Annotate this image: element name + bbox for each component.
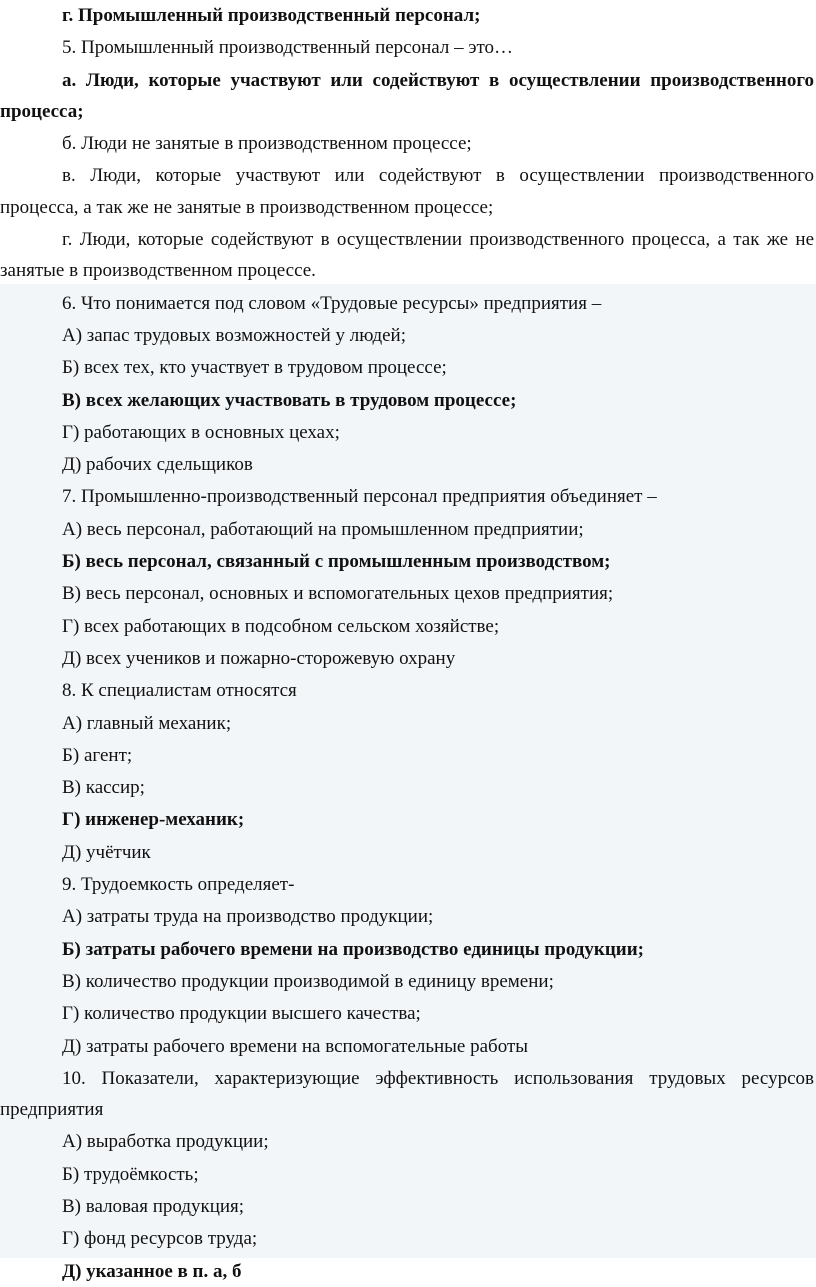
paragraph <box>0 869 816 900</box>
paragraph-text: А) затраты труда на производство продукции; <box>62 906 434 928</box>
paragraph-text: Г) работающих в основных цехах; <box>62 421 340 443</box>
paragraph <box>0 224 816 287</box>
paragraph <box>0 578 816 609</box>
paragraph-text: г. Люди, которые содействуют в осуществлении производственного процесса, а так же не занятые в производственном процессе. <box>0 229 814 282</box>
paragraph <box>0 1159 816 1190</box>
paragraph <box>0 611 816 642</box>
paragraph-text: В) кассир; <box>62 777 145 799</box>
paragraph-text: Г) количество продукции высшего качества; <box>62 1003 421 1025</box>
paragraph <box>0 804 816 835</box>
paragraph <box>0 837 816 868</box>
paragraph <box>0 0 816 31</box>
paragraph-text: А) выработка продукции; <box>62 1131 269 1153</box>
paragraph-text: 7. Промышленно-производственный персонал предприятия объединяет – <box>62 486 657 508</box>
paragraph <box>0 901 816 932</box>
paragraph-text: Г) всех работающих в подсобном сельском хозяйстве; <box>62 615 500 637</box>
paragraph <box>0 1256 816 1287</box>
paragraph <box>0 1191 816 1222</box>
paragraph <box>0 708 816 739</box>
paragraph <box>0 32 816 63</box>
answer-text: Б) весь персонал, связанный с промышленным производством; <box>62 551 611 573</box>
paragraph <box>0 675 816 706</box>
paragraph-text: 5. Промышленный производственный персонал – это… <box>62 37 514 59</box>
paragraph <box>0 417 816 448</box>
paragraph-text: в. Люди, которые участвуют или содействуют в осуществлении производственного процесса, а так же не занятые в производственном процессе; <box>0 165 814 218</box>
paragraph <box>0 1063 816 1126</box>
paragraph <box>0 998 816 1029</box>
paragraph <box>0 449 816 480</box>
paragraph-text: б. Люди не занятые в производственном процессе; <box>62 133 472 155</box>
paragraph <box>0 546 816 577</box>
paragraph <box>0 288 816 319</box>
paragraph-text: Б) трудоёмкость; <box>62 1163 199 1185</box>
paragraph <box>0 320 816 351</box>
paragraph <box>0 966 816 997</box>
paragraph-text: А) весь персонал, работающий на промышленном предприятии; <box>62 518 584 540</box>
paragraph <box>0 1126 816 1157</box>
paragraph-text: В) весь персонал, основных и вспомогательных цехов предприятия; <box>62 583 614 605</box>
paragraph-text: Б) агент; <box>62 744 133 766</box>
paragraph <box>0 352 816 383</box>
paragraph-text: 6. Что понимается под словом «Трудовые ресурсы» предприятия – <box>62 292 602 314</box>
paragraph-text: В) валовая продукция; <box>62 1195 245 1217</box>
paragraph-text: 9. Трудоемкость определяет- <box>62 874 295 896</box>
paragraph-text: 10. Показатели, характеризующие эффективность использования трудовых ресурсов предприятия <box>0 1067 814 1121</box>
paragraph-text: Г) фонд ресурсов труда; <box>62 1228 258 1250</box>
paragraph-text: В) количество продукции производимой в единицу времени; <box>62 970 554 992</box>
paragraph <box>0 514 816 545</box>
paragraph <box>0 1031 816 1062</box>
paragraph-text: Д) учётчик <box>62 841 151 863</box>
paragraph-text: Д) затраты рабочего времени на вспомогательные работы <box>62 1035 529 1057</box>
paragraph-text: А) главный механик; <box>62 712 232 734</box>
paragraph <box>0 772 816 803</box>
paragraph <box>0 643 816 674</box>
paragraph <box>0 1223 816 1254</box>
paragraph-text: Д) всех учеников и пожарно-сторожевую охрану <box>62 647 456 669</box>
paragraph-text: Д) рабочих сдельщиков <box>62 454 253 476</box>
answer-text: Б) затраты рабочего времени на производство единицы продукции; <box>62 938 644 960</box>
paragraph <box>0 65 816 128</box>
answer-text: Д) указанное в п. а, б <box>62 1260 242 1282</box>
paragraph-text: 8. К специалистам относятся <box>62 680 297 702</box>
paragraph <box>0 385 816 416</box>
answer-text: а. Люди, которые участвуют или содействуют в осуществлении производственного процесса; <box>0 69 814 122</box>
answer-text: В) всех желающих участвовать в трудовом процессе; <box>62 389 517 411</box>
paragraph <box>0 740 816 771</box>
paragraph-text: А) запас трудовых возможностей у людей; <box>62 324 407 346</box>
paragraph <box>0 160 816 223</box>
paragraph-text: Б) всех тех, кто участвует в трудовом процессе; <box>62 357 447 379</box>
answer-text: г. Промышленный производственный персонал; <box>62 5 481 26</box>
paragraph <box>0 934 816 965</box>
paragraph <box>0 481 816 512</box>
paragraph <box>0 128 816 159</box>
answer-text: Г) инженер-механик; <box>62 809 245 831</box>
